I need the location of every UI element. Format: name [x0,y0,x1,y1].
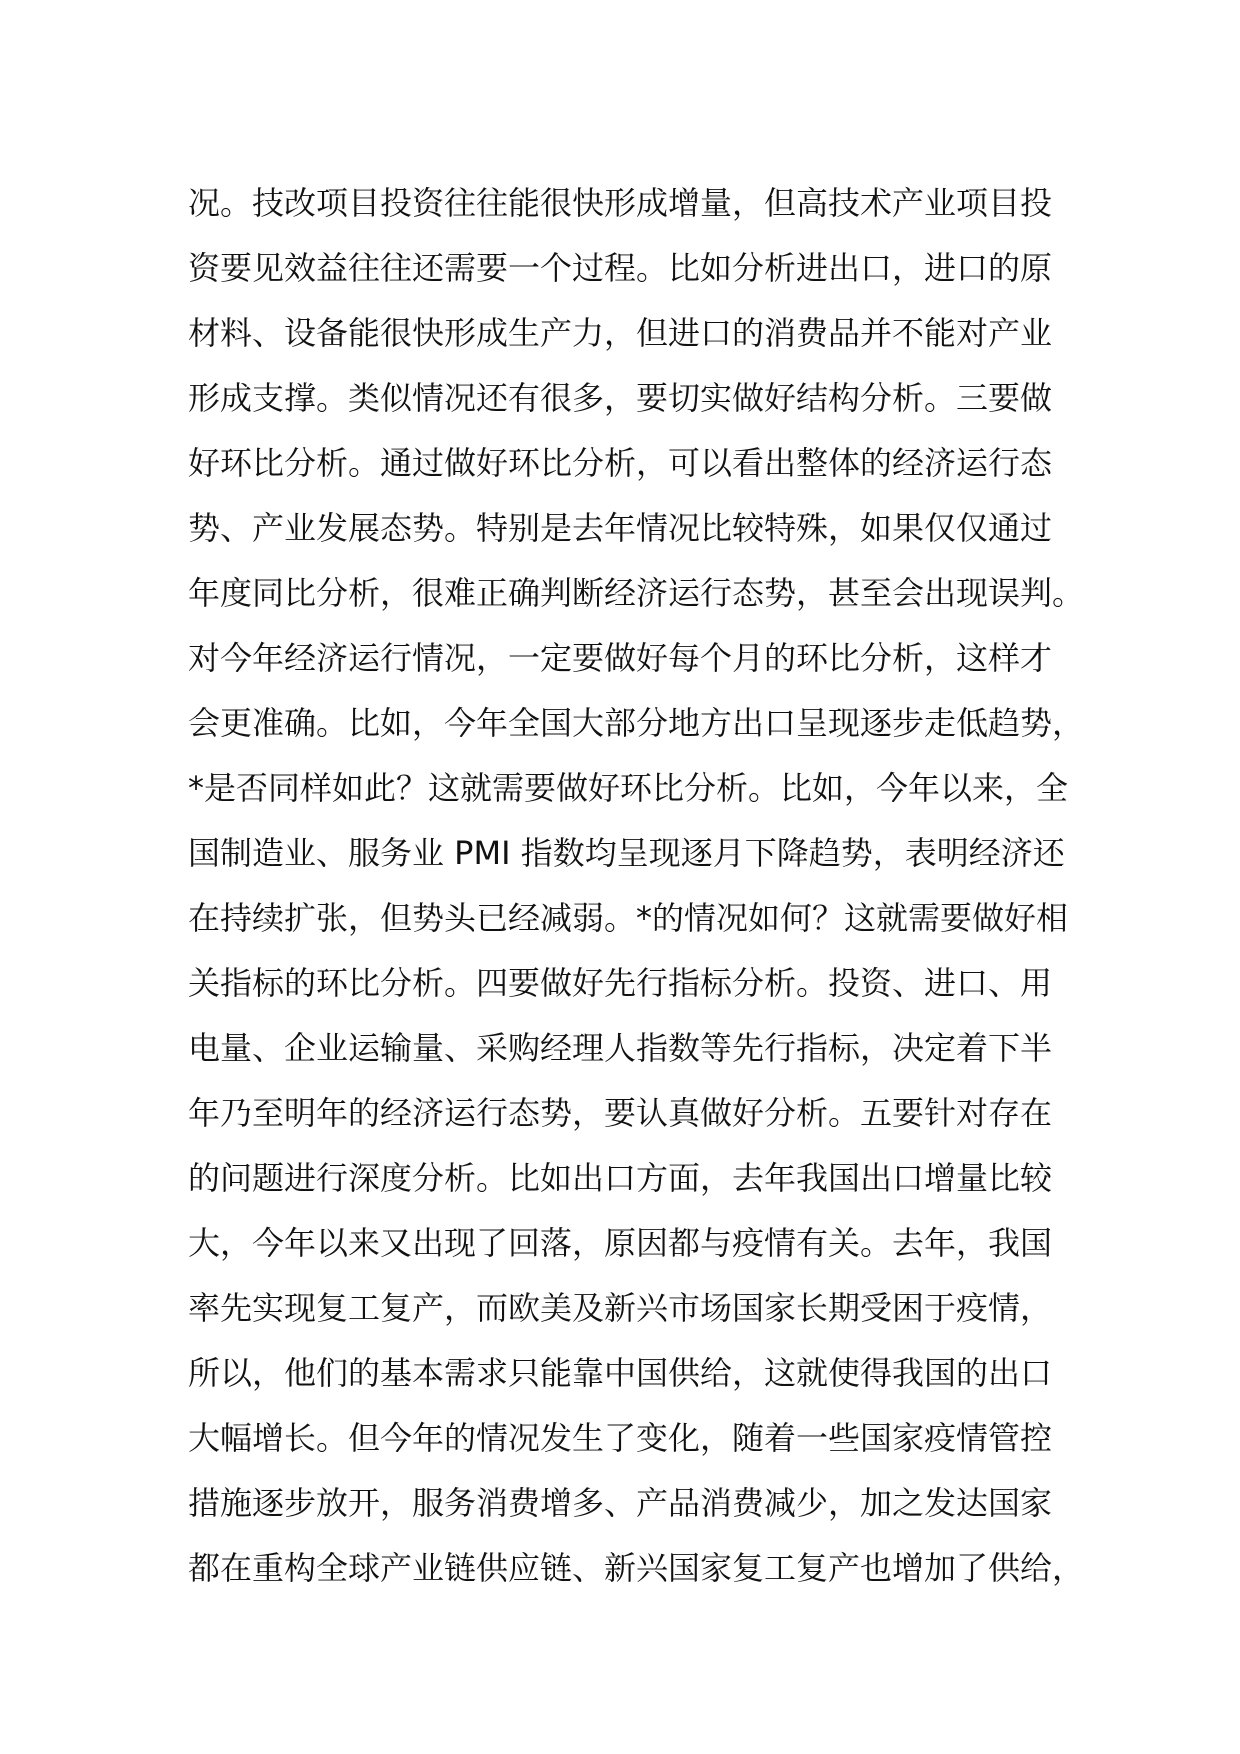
text-line-10: *是否同样如此？这就需要做好环比分析。比如，今年以来，全 [188,769,1069,807]
text-line-13: 关指标的环比分析。四要做好先行指标分析。投资、进口、用 [188,964,1053,1002]
text-line-12: 在持续扩张，但势头已经减弱。*的情况如何？这就需要做好相 [188,899,1069,937]
text-line-16: 的问题进行深度分析。比如出口方面，去年我国出口增量比较 [188,1159,1053,1197]
text-line-14: 电量、企业运输量、采购经理人指数等先行指标，决定着下半 [188,1029,1053,1067]
text-line-6: 势、产业发展态势。特别是去年情况比较特殊，如果仅仅通过 [188,509,1053,547]
text-line-22: 都在重构全球产业链供应链、新兴国家复工复产也增加了供给， [188,1549,1085,1587]
text-line-21: 措施逐步放开，服务消费增多、产品消费减少，加之发达国家 [188,1484,1053,1522]
text-line-4: 形成支撑。类似情况还有很多，要切实做好结构分析。三要做 [188,379,1053,417]
text-line-2: 资要见效益往往还需要一个过程。比如分析进出口，进口的原 [188,249,1053,287]
text-line-9: 会更准确。比如，今年全国大部分地方出口呈现逐步走低趋势， [188,704,1085,742]
text-line-5: 好环比分析。通过做好环比分析，可以看出整体的经济运行态 [188,444,1053,482]
text-line-19: 所以，他们的基本需求只能靠中国供给，这就使得我国的出口 [188,1354,1053,1392]
text-line-3: 材料、设备能很快形成生产力，但进口的消费品并不能对产业 [188,314,1053,352]
text-line-1: 况。技改项目投资往往能很快形成增量，但高技术产业项目投 [188,184,1053,222]
text-line-8: 对今年经济运行情况，一定要做好每个月的环比分析，这样才 [188,639,1053,677]
text-line-15: 年乃至明年的经济运行态势，要认真做好分析。五要针对存在 [188,1094,1053,1132]
text-line-7: 年度同比分析，很难正确判断经济运行态势，甚至会出现误判。 [188,574,1085,612]
text-line-18: 率先实现复工复产，而欧美及新兴市场国家长期受困于疫情， [188,1289,1053,1327]
text-line-20: 大幅增长。但今年的情况发生了变化，随着一些国家疫情管控 [188,1419,1053,1457]
text-line-17: 大，今年以来又出现了回落，原因都与疫情有关。去年，我国 [188,1224,1053,1262]
text-line-11: 国制造业、服务业 PMI 指数均呈现逐月下降趋势，表明经济还 [188,834,1065,872]
body-text [188,171,1088,1601]
